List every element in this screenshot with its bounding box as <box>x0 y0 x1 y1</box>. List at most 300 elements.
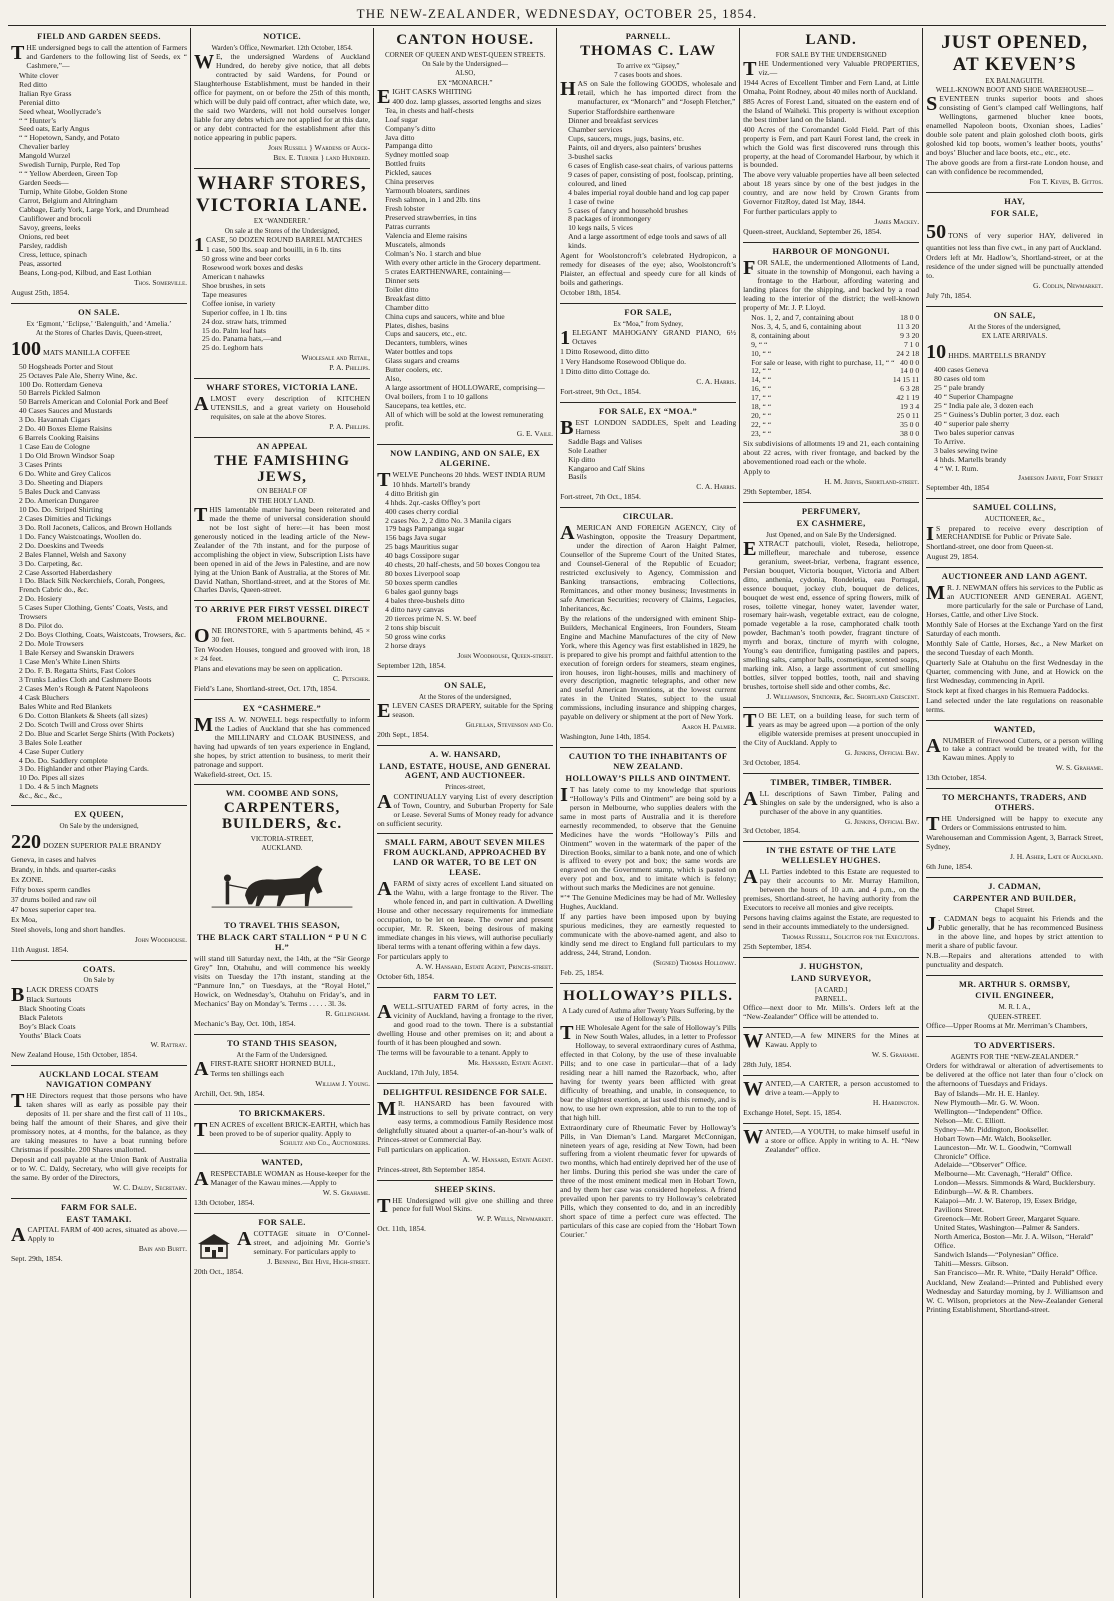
ad-subtitle: At the Stores of the undersigned, <box>968 322 1061 331</box>
dateline: Fort-street, 9th Oct., 1854. <box>560 386 641 396</box>
paragraph-text: COTTAGE situate in O’Connel-street, and adjoining Mr. Gorrie’s seminary. For particulars apply to <box>253 1229 371 1256</box>
ad-paragraph <box>926 1062 1103 1089</box>
dateline: Wakefield-street, Oct. 15. <box>194 769 273 779</box>
ad-paragraph <box>926 813 1104 836</box>
list-item: 6 Do. Cotton Blankets & Sheets (all sizes) <box>19 710 148 720</box>
list-item: Cress, lettuce, spinach <box>19 249 87 259</box>
ad-subtitle: On sale at the Stores of the Undersigned, <box>224 226 340 235</box>
lot-label: Nos. 3, 4, 5, and 6, containing about <box>751 321 862 331</box>
advertisement <box>743 708 919 774</box>
signature: Gilfillan, Stevenson and Co. <box>465 719 554 729</box>
ad-subtitle: PARNELL. <box>814 994 848 1003</box>
dateline: New Zealand House, 15th October, 1854. <box>11 1050 138 1060</box>
ad-subtitle: Princes-street, <box>445 783 485 792</box>
list-item: White clover <box>19 70 59 80</box>
signature: Aaron H. Palmer. <box>681 722 737 732</box>
advertisement <box>926 568 1103 720</box>
dateline: Washington, June 14th, 1854. <box>560 732 651 742</box>
signature: Thomas Russell, Solicitor for the Executors. <box>781 931 920 941</box>
list-item: Muscatels, almonds <box>385 239 446 249</box>
list-item: Red ditto <box>19 79 48 89</box>
list-item: Tahiti—Messrs. Gibson. <box>934 1258 1009 1268</box>
advertisement <box>194 1214 370 1282</box>
ad-subheading: CARPENTERS, BUILDERS, &c. <box>221 800 343 833</box>
ad-heading: CIVIL ENGINEER, <box>975 991 1054 1001</box>
list-item: Italian Rye Grass <box>19 88 72 98</box>
paragraph-text: HE undersigned begs to call the attention of Farmers and Gardeners to the following list of Seeds, ex “ Cashmere,”— <box>26 42 188 70</box>
paragraph-text: TONS of very superior HAY, delivered in quantities not less than five cwt., in any part of Auckland. <box>926 230 1104 253</box>
list-item: New Plymouth—Mr. G. W. Woon. <box>934 1097 1040 1107</box>
ad-paragraph <box>743 98 919 125</box>
ad-paragraph <box>743 787 920 817</box>
ad-subtitle: FOR SALE BY THE UNDERSIGNED <box>775 50 887 59</box>
list-item: Superior Staffordshire earthenware <box>568 107 675 117</box>
signature: John Woodhouse. <box>134 934 188 944</box>
ad-paragraph <box>194 1070 370 1079</box>
paragraph-text: will stand till Saturday next, the 14th, at the “Sir George Grey” Inn, Otahuhu, and will commence his weekly visits on Tuesday the 17th instant, standing at the “Panmure Inn,” on Tuesdays, at the “Royal Hotel,” Howick, on Wednesday’s, Otahuhu on Friday’s, and in Mechanics’ Bay on Monday’s. Terms . . . . . 3l. 3s. <box>194 954 371 1008</box>
list-item: Chevalier barley <box>19 142 70 152</box>
advertisement <box>926 878 1103 976</box>
ad-heading: AUCTIONEER AND LAND AGENT. <box>941 572 1088 582</box>
list-item: China cups and saucers, white and blue <box>385 311 505 321</box>
dateline: Auckland, 17th July, 1854. <box>377 1068 459 1078</box>
paragraph-text: WELL-SITUATED FARM of forty acres, in the vicinity of Auckland, having a frontage to the river, and good road to the town. There is a substantial dwelling House and other premises on it; and about a fourth of it has been ploughed and sown. <box>377 1002 554 1048</box>
ad-subtitle: AUCTIONEER, &c., <box>984 515 1045 524</box>
list-item: 2 Do. Scotch Twill and Cross over Shirts <box>19 719 144 729</box>
drop-cap: A <box>377 878 392 901</box>
ad-heading: LAND, ESTATE, HOUSE, AND GENERAL AGENT, AND AUCTIONEER. <box>379 761 551 781</box>
list-item: With every other article in the Grocery department. <box>385 257 541 267</box>
signature: C. A. Harris. <box>696 376 737 386</box>
paragraph-text: Brandy, in hhds. and quarter-casks <box>11 865 116 874</box>
paragraph-text: 1 Very Handsome Rosewood Oblique do. <box>560 357 687 367</box>
paragraph-text: CAPITAL FARM of 400 acres, situated as above.—Apply to <box>27 1225 188 1244</box>
list-item: 1 Do Old Brown Windsor Soap <box>19 451 115 461</box>
paragraph-text: Persons having claims against the Estate, are requested to send in their accounts immediately to the undersigned. <box>743 912 920 931</box>
dateline: 29th September, 1854. <box>743 486 812 496</box>
ad-paragraph <box>743 868 919 913</box>
advertisement <box>377 445 553 677</box>
ad-paragraph <box>743 79 919 97</box>
list-item: Melbourne—Mr. Cavenagh, “Herald” Office. <box>934 1169 1073 1179</box>
ad-paragraph <box>194 1168 371 1191</box>
ad-paragraph <box>377 699 554 722</box>
list-item: 3 Bales Sole Leather <box>19 737 83 747</box>
list-item: 10 hhds. Martell’s brandy <box>392 479 471 489</box>
advertisement <box>926 307 1103 499</box>
list-item: Water bottles and tops <box>385 347 453 357</box>
paragraph-text: OR SALE, the undermentioned Allotments of Land, situate in the township of Mongonui, each having a frontage to the Harbour, affording watering and landing places for the shipping, and backed by a road leading to the interior of the district; the well-known property of Mr. J. P. Lloyd. <box>743 258 920 312</box>
ad-heading: VICTORIA LANE. <box>196 194 369 216</box>
paragraph-text: EVENTEEN trunks superior boots and shoes consisting of Gent’s clamped calf Wellingtons, half Wellingtons, garmened blucher knee boots, enamelled Napoleon boots, Oxonian shoes, Ladies’ double sole patent and plain goloshed cloth boots, girls goloshed kid top boots, women’s leather boots, youths’ and boys’ Blucher and lace boots, etc., etc., etc. <box>926 94 1104 158</box>
ad-subtitle: ON BEHALF OF <box>257 487 307 496</box>
ad-paragraph <box>743 171 919 207</box>
ad-heading: CARPENTER AND BUILDER, <box>953 893 1077 903</box>
list-item: 1 Case Eau de Cologne <box>19 442 90 452</box>
list-item: Cabbage, Early York, Large York, and Drumhead <box>19 205 169 215</box>
drop-cap: A <box>743 787 758 810</box>
list-item: A large assortment of HOLLOWARE, comprising— <box>385 383 545 393</box>
list-item: Tape measures <box>202 289 247 299</box>
list-item: 4 Cask Bluchers <box>19 692 69 702</box>
drop-cap: A <box>560 522 575 545</box>
ad-paragraph <box>11 1224 188 1247</box>
list-item: Perenial ditto <box>19 97 60 107</box>
ad-heading: J. CADMAN, <box>988 881 1041 891</box>
list-item: Savoy, greens, leeks <box>19 222 81 232</box>
paragraph-text: Quarterly Sale at Otahuhu on the first Wednesday in the Quarter, commencing with June, and at Howick on the first Wednesday, commencing in April. <box>926 657 1104 685</box>
ad-paragraph <box>926 341 1103 365</box>
paragraph-text: ANTED,—A YOUTH, to make himself useful in a store or office. Apply in writing to A. H. “New Zealander” office. <box>765 1126 920 1154</box>
ad-paragraph <box>743 259 919 313</box>
ad-subtitle: On Sale by the undersigned, <box>59 822 139 831</box>
dateline: Sept. 29th, 1854. <box>11 1254 63 1264</box>
list-item: Tea, in chests and half-chests <box>385 105 474 115</box>
lot-area: 6 3 28 <box>900 384 920 394</box>
lot-label: 14, “ “ <box>751 375 772 385</box>
dateline: Mechanic’s Bay, Oct. 10th, 1854. <box>194 1018 296 1028</box>
ad-subtitle: AUCKLAND. <box>261 844 303 853</box>
drop-cap: M <box>194 713 213 736</box>
column-5 <box>740 28 923 1598</box>
lot-label: 8, containing about <box>751 330 810 340</box>
ad-heading: WANTED, <box>993 724 1036 734</box>
list-item: 25 “ Guiness’s Dublin porter, 3 doz. each <box>934 409 1060 419</box>
ad-heading: JUST OPENED, <box>941 32 1088 53</box>
paragraph-text: MERICAN AND FOREIGN AGENCY, City of Washington, opposite the Treasury Department, under the direction of Aaron Haight Palmer, Counsellor of the Supreme Court of the United States, and Counsel-General of the Republic of Ecuador; restricted exclusively to Agency, Commission and Banking transactions, embracing Collections, Remittances, and other money business; Investments in safe American Securities; recovery of Claims, Legacies, Inheritances, &c. <box>560 523 737 613</box>
ad-subtitle: [A CARD.] <box>815 985 848 994</box>
ad-heading: SHEEP SKINS. <box>434 1184 496 1194</box>
drop-cap: A <box>743 866 758 889</box>
list-item: 40 chests, 20 half-chests, and 50 boxes Congou tea <box>385 560 540 570</box>
signature: W. C. Daldy, Secretary. <box>112 1182 188 1192</box>
ad-heading: FARM FOR SALE. <box>61 1202 137 1212</box>
ad-subtitle: Just Opened, and on Sale By the Undersigned. <box>766 530 897 539</box>
list-item: Bay of Islands—Mr. H. E. Hanley. <box>934 1088 1040 1098</box>
ad-paragraph <box>560 1124 736 1240</box>
ad-paragraph <box>560 416 737 439</box>
list-item: Paints, oil and dryers, also painters’ brushes <box>568 142 702 152</box>
ad-paragraph <box>743 1077 920 1100</box>
signature: A. W. Hansard, Estate Agent, Princes-street. <box>415 961 554 971</box>
list-item: 179 bags Pampanga sugar <box>385 524 465 534</box>
ad-heading: LAND. <box>805 32 857 48</box>
dateline: July 7th, 1854. <box>926 291 972 301</box>
ad-paragraph <box>743 126 919 171</box>
ad-heading: AUCKLAND LOCAL STEAM NAVIGATION COMPANY <box>39 1070 159 1090</box>
list-item: 25 do. Leghorn hats <box>202 343 263 353</box>
list-item: 50 Barrels Pickled Salmon <box>19 388 101 398</box>
ad-paragraph <box>11 338 187 362</box>
list-item: Launceston—Mr. W. L. Goodwin, “Cornwall Chronicle” Office. <box>934 1142 1072 1161</box>
ad-paragraph <box>377 1003 553 1048</box>
list-item: 25 “ pale brandy <box>934 382 985 392</box>
paragraph-text: Orders left at Mr. Hadlow’s, Shortland-street, or at the residence of the under signed will be punctually attended to. <box>926 253 1104 281</box>
drop-cap: 1 <box>194 233 205 256</box>
paragraph-text: LMOST every description of KITCHEN UTENSILS, and a great variety on Household requisites, on sale at the above Stores. <box>210 394 371 422</box>
signature: For T. Keven, B. Gittos. <box>1029 176 1104 186</box>
ad-heading: NOW LANDING, AND ON SALE, EX ALGERINE. <box>390 448 541 468</box>
list-item: 25 do. Panama hats,—and <box>202 334 282 344</box>
list-item: Decanters, tumblers, wines <box>385 338 468 348</box>
paragraph-text: If any parties have been imposed upon by buying spurious medicines, they are earnestly requested to communicate with the above-named agent, and also to kindly send me direct to England full particulars to my address, 244, Strand, London. <box>560 912 737 957</box>
ad-subtitle: VICTORIA-STREET, <box>250 834 314 843</box>
list-item: 2 Do. F. B. Regatta Shirts, Fast Colors <box>19 666 136 675</box>
dateline: 3rd October, 1854. <box>743 757 801 767</box>
dateline: September 4th, 1854 <box>926 483 990 493</box>
ad-paragraph <box>560 1024 736 1122</box>
list-item: 2 Do. Boys Clothing, Coats, Waistcoats, Trowsers, &c. <box>19 630 186 640</box>
list-item: 25 “ India pale ale, 3 dozen each <box>934 400 1034 410</box>
advertisement <box>743 1028 919 1076</box>
advertisement <box>560 403 736 508</box>
signature: John Woodhouse, Queen-street. <box>457 650 554 660</box>
paragraph-text: ELEGANT MAHOGANY GRAND PIANO, 6½ Octaves <box>572 328 737 347</box>
list-item: 3 Trunks Ladies Cloth and Cashmere Boots <box>19 674 152 684</box>
list-item: 25 bags Mauritius sugar <box>385 542 459 552</box>
big-number: 220 <box>11 831 41 854</box>
drop-cap: S <box>926 93 938 116</box>
list-item: 2 Do. Doeskins and Tweeds <box>19 540 104 550</box>
ad-paragraph <box>926 640 1103 658</box>
signature: W. S. Grahame. <box>871 1049 920 1059</box>
column-6 <box>923 28 1106 1598</box>
drop-cap: W <box>743 1030 764 1053</box>
column-4 <box>557 28 740 1598</box>
ad-subtitle: Ex “Moa,” from Sydney, <box>613 319 683 328</box>
ad-paragraph <box>194 646 370 664</box>
ad-paragraph <box>926 912 1104 951</box>
list-item: 4 ditto navy canvas <box>385 605 444 615</box>
ad-paragraph <box>926 734 1104 764</box>
paragraph-text: LACK DRESS COATS <box>26 984 99 994</box>
signature: C. Petscher. <box>332 674 371 683</box>
advertisement <box>743 28 919 243</box>
paragraph-text: HE Undersigned will give one shilling and three pence for full Wool Skins. <box>392 1195 554 1214</box>
ad-paragraph <box>926 697 1103 715</box>
ad-paragraph: Warehouseman and Commission Agent, 3, Barrack Street, Sydney, <box>926 832 1104 851</box>
list-item: 1 Bale Kersey and Swanskin Drawers <box>19 648 134 658</box>
list-item: Mangold Wurzel <box>19 151 71 161</box>
ad-subtitle: At the Stores of the undersigned, <box>419 692 512 701</box>
paragraph-text: AS on Sale the following GOODS, wholesale and retail, which he has imported direct from the manufacturer, ex “Monarch” and “Joseph Fletcher,” <box>577 79 737 107</box>
paragraph-text: Fifty boxes sperm candles <box>11 884 91 894</box>
dateline: October 6th, 1854. <box>377 971 435 981</box>
signature: W. Rattray. <box>150 1040 188 1050</box>
ad-paragraph <box>926 621 1103 639</box>
drop-cap: O <box>194 625 210 648</box>
ad-subtitle: EX BALNAGUITH. <box>985 76 1044 85</box>
list-item: 6 Barrels Cooking Raisins <box>19 433 99 443</box>
ad-subtitle: 7 cases boots and shoes. <box>614 70 683 79</box>
list-item: Cauliflower and brocoli <box>19 214 92 224</box>
list-item: 3-bushel sacks <box>568 151 613 161</box>
list-item: 3 Do. Carpeting, &c. <box>19 558 83 568</box>
list-item: 40 “ superior pale sherry <box>934 418 1010 428</box>
advertisement <box>11 961 187 1067</box>
ad-paragraph <box>560 615 736 722</box>
lot-label: For sale or lease, with right to purchase, 11, “ “ <box>751 357 895 367</box>
ad-paragraph <box>11 41 188 71</box>
paragraph-text: The above very valuable properties have all been selected about 18 years since by one of the best judges in the country, and are now held by Crown Grants from Governor FitzRoy, dated 1st May, 1844. <box>743 170 920 207</box>
list-item: Colman’s No. 1 starch and blue <box>385 248 481 258</box>
list-item: Wellington—“Independent” Office. <box>934 1106 1043 1116</box>
paragraph-text: Geneva, in cases and halves <box>11 855 96 865</box>
signature: R. Gillingham. <box>325 1008 371 1018</box>
paragraph-text: 1 Ditto ditto ditto Cottage do. <box>560 367 650 376</box>
drop-cap: M <box>377 1098 396 1120</box>
list-item: Youths’ Black Coats <box>19 1030 81 1040</box>
list-item: 2 Cases Dimities and Tickings <box>19 513 112 523</box>
drop-cap: F <box>743 257 756 280</box>
ad-heading: WANTED, <box>261 1158 303 1168</box>
paragraph-text: S prepared to receive every description of MERCHANDISE for Public or Private Sale. <box>935 523 1104 542</box>
ad-subtitle: Ex ‘Egmont,’ ‘Eclipse,’ ‘Balenguith,’ and ‘Amelia.’ <box>26 319 172 328</box>
signature: P. A. Phillips. <box>329 422 371 432</box>
signature: G. Jenkins, Official Bay. <box>844 816 920 826</box>
ad-paragraph <box>743 537 920 692</box>
list-item: Java ditto <box>385 132 415 142</box>
drop-cap: T <box>377 468 391 491</box>
list-item: United States, Washington—Palmer & Sanders. <box>934 1223 1080 1233</box>
drop-cap: W <box>194 51 215 74</box>
lot-area: 14 0 0 <box>900 366 920 376</box>
ad-heading: COATS. <box>82 964 116 974</box>
advertisement <box>926 721 1103 790</box>
list-item: Black Shooting Coats <box>19 1003 86 1013</box>
list-item: 1 case, 500 lbs. soap and bouilli, in 6 lb. tins <box>206 244 342 254</box>
list-item: “ “ Hunter’s <box>19 115 56 125</box>
ad-heading: FARM TO LET. <box>433 991 497 1001</box>
paragraph-text: Orders for withdrawal or alteration of advertisements to be delivered at the office not later than four o’clock on the afternoons of Tuesdays and Fridays. <box>926 1061 1104 1088</box>
ad-paragraph <box>11 906 187 915</box>
ad-heading: FOR SALE. <box>258 1218 306 1228</box>
list-item: 50 gross wine corks <box>385 631 446 641</box>
dateline: Princes-street, 8th September 1854. <box>377 1164 486 1174</box>
advertisement <box>560 304 736 403</box>
ad-paragraph <box>743 1030 920 1053</box>
ad-subtitle: EX LATE ARRIVALS. <box>981 332 1048 341</box>
signature: J. Benning, Bee Hive, High-street. <box>267 1256 371 1266</box>
dateline: August 25th, 1854. <box>11 287 70 297</box>
ad-heading: ON SALE, <box>993 311 1036 321</box>
list-item: Black Paletots <box>19 1012 63 1022</box>
paragraph-text: HIS lamentable matter having been reiterated and made the theme of universal consideration should not be lost sight of here:—it has been most generously noticed in the leading article of the New-Zealander of the 7th instant, and for the purpose of accomplishing the object in view, Subscription Lists have been opened in aid of the Jews in Palestine, and are now lying at the Union Bank of Australia, at the Stores of Mr. David Nathan, Shortland-street, and at the Stores of Mr. Charles Davis, Queen-street. <box>194 504 371 595</box>
list-item: Plates, dishes, basins <box>385 320 449 330</box>
advertisement <box>194 28 370 169</box>
drop-cap: A <box>926 734 941 757</box>
ad-paragraph <box>926 1022 1103 1031</box>
list-item: 2 Do. Blue and Scarlet Serge Shirts (With Pockets) <box>19 728 174 738</box>
list-item: Shoe brushes, in sets <box>202 280 266 290</box>
list-item: Yarmouth bloaters, sardines <box>385 186 470 196</box>
list-item: 400 cases Geneva <box>934 365 989 375</box>
signature: W. P. Wells, Newmarket. <box>476 1214 554 1224</box>
ad-heading: TO MERCHANTS, TRADERS, AND OTHERS. <box>942 793 1087 813</box>
list-item: Peas, assorted <box>19 258 62 268</box>
dateline: 11th August. 1854. <box>11 944 69 954</box>
ad-heading: AN APPEAL <box>256 441 308 451</box>
ad-heading: TO STAND THIS SEASON, <box>227 1038 337 1048</box>
dateline: October 18th, 1854. <box>560 288 621 298</box>
column-2 <box>191 28 374 1598</box>
list-item: Rosewood work boxes and desks <box>202 262 303 272</box>
ad-subheading: THOMAS C. LAW <box>580 42 717 59</box>
signature: Mr. Hansard, Estate Agent. <box>467 1058 554 1068</box>
signature: Wholesale and Retail, <box>301 353 371 363</box>
paragraph-text: 37 drums boiled and raw oil <box>11 894 97 904</box>
signature: John Russell } Wardens of Auck- <box>268 142 371 152</box>
ad-subtitle: WELL-KNOWN BOOT AND SHOE WAREHOUSE— <box>935 86 1094 95</box>
list-item: Sole Leather <box>568 445 607 455</box>
ad-paragraph <box>194 395 370 422</box>
ad-heading: NOTICE. <box>263 32 302 41</box>
ad-paragraph <box>11 866 187 875</box>
paragraph-text: For further particulars apply to <box>743 207 837 217</box>
paragraph-text: For particulars apply to <box>377 951 449 961</box>
drop-cap: A <box>377 1001 392 1024</box>
dateline: Exchange Hotel, Sept. 15, 1854. <box>743 1107 842 1117</box>
list-item: 5 crates EARTHENWARE, containing— <box>385 266 511 276</box>
paragraph-text: The terms will be favourable to a tenant. Apply to <box>377 1048 529 1058</box>
ad-paragraph <box>560 348 736 357</box>
ad-paragraph: Apply to <box>743 466 770 476</box>
drop-cap: E <box>377 85 391 108</box>
paragraph-text: Plans and elevations may be seen on application. <box>194 664 343 674</box>
paragraph-text: EN ACRES of excellent BRICK-EARTH, which has been proved to be of superior quality. Apply to <box>209 1119 371 1138</box>
dateline: August 29, 1854. <box>926 552 979 562</box>
list-item: 2 Case Assorted Haberdashery <box>19 567 112 577</box>
ad-paragraph <box>560 913 736 958</box>
list-item: 9 cases of paper, consisting of post, foolscap, printing, coloured, and lined <box>568 169 734 188</box>
advertisement <box>377 988 553 1085</box>
drop-cap: B <box>11 983 25 1006</box>
signature: W. S. Grahame. <box>1055 763 1104 773</box>
lot-label: 17, “ “ <box>751 393 772 403</box>
lot-label: Nos. 1, 2, and 7, containing about <box>751 312 854 322</box>
list-item: Loaf sugar <box>385 114 418 124</box>
paragraph-text: HE Undersigned will be happy to execute any Orders or Commissions entrusted to him. <box>941 814 1104 833</box>
paragraph-text: Deposit and call payable at the Union Bank of Australia or to W. C. Daldy, Secretary, who will give receipts for the same. By order of the Directors, <box>11 1154 188 1182</box>
big-number: 50 <box>926 220 947 243</box>
ad-paragraph <box>743 1125 920 1155</box>
list-item: Seed oats, Early Angus <box>19 124 90 134</box>
columns <box>8 28 1106 1598</box>
list-item: 1 case of twine <box>568 196 614 206</box>
ad-heading: EAST TAMAKI. <box>66 1214 132 1224</box>
ad-heading: FOR SALE, <box>624 308 672 318</box>
list-item: 10 kegs nails, 5 vices <box>568 223 633 233</box>
advertisement <box>560 748 736 984</box>
list-item: Edinburgh—W. & R. Chambers. <box>934 1187 1034 1197</box>
drop-cap: T <box>926 813 940 836</box>
advertisement <box>926 789 1103 878</box>
advertisement <box>377 834 553 987</box>
dateline: 13th October, 1854. <box>194 1198 255 1208</box>
ad-subtitle: AGENTS FOR THE “NEW-ZEALANDER.” <box>950 1052 1079 1061</box>
ad-paragraph <box>11 831 187 855</box>
list-item: Pickled, sauces <box>385 168 432 178</box>
advertisement <box>194 1154 370 1214</box>
ad-paragraph <box>11 926 187 935</box>
drop-cap: T <box>743 710 757 733</box>
ad-paragraph <box>11 916 187 925</box>
ad-paragraph <box>377 1146 553 1155</box>
drop-cap: I <box>560 783 568 806</box>
ad-subtitle: CORNER OF QUEEN AND WEST-QUEEN STREETS. <box>384 50 546 59</box>
ad-subtitle: Warden’s Office, Newmarket. 12th October, 1854. <box>211 43 353 52</box>
ad-paragraph <box>11 886 187 895</box>
